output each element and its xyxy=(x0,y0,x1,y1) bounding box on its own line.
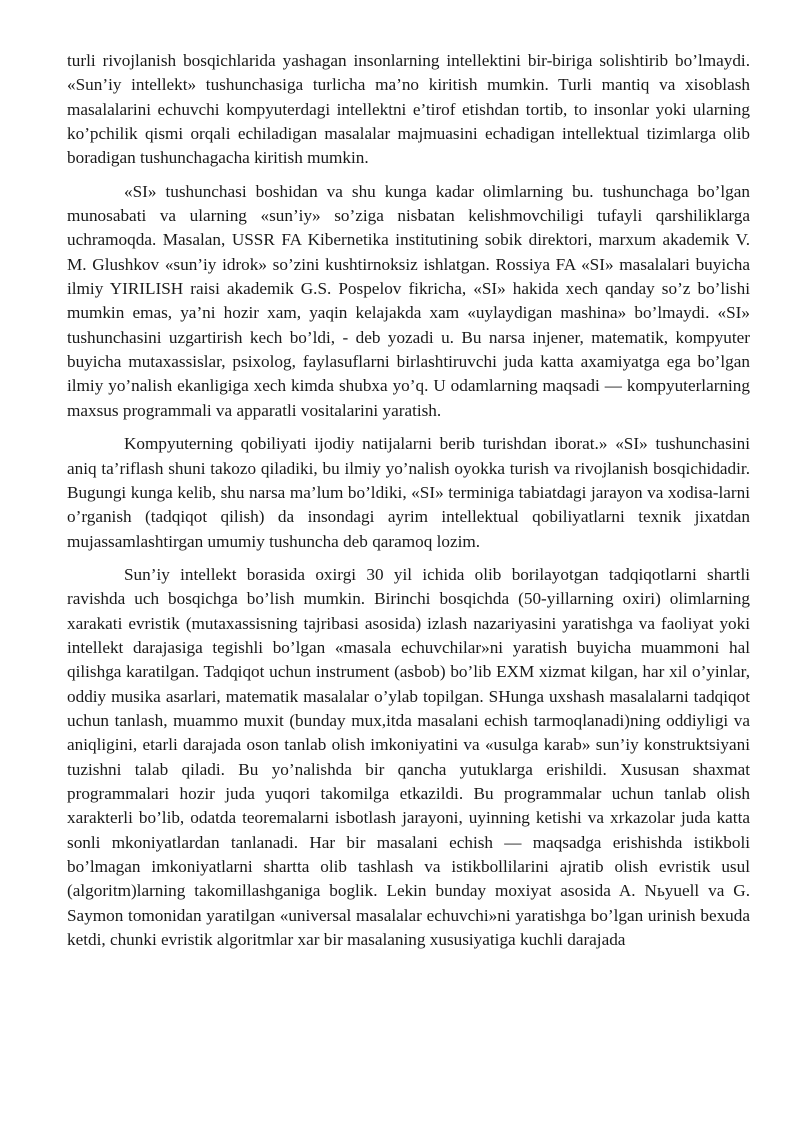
paragraph-2: «SI» tushunchasi boshidan va shu kunga kadar olimlarning bu. tushunchaga bo’lgan munosabati va ularning «sun’iy» so’ziga nisbatan kelishmovchiligi tufayli qarshiliklarga uchramoqda. Masalan, USSR FA Kibernetika institutining sobik direktori, marxum akademik V. M. Glushkov «sun’iy idrok» so’zini kushtirnoksiz ishlatgan. Rossiya FA «SI» masalalari buyicha ilmiy YIRILISH raisi akademik G.S. Pospelov fikricha, «SI» hakida xech qanday so’z bo’lishi mumkin emas, ya’ni hozir xam, yaqin kelajakda xam «uylaydigan mashina» bo’lmaydi. «SI» tushunchasini uzgartirish kech bo’ldi, - deb yozadi u. Bu narsa injener, matematik, kompyuter buyicha mutaxassislar, psixolog, faylasuflarni birlashtiruvchi juda katta axamiyatga ega bo’lgan ilmiy yo’nalish ekanligiga xech kimda shubxa yo’q. U odamlarning maqsadi — kompyuterlarning maxsus programmali va apparatli vositalarini yaratish. xyxy=(67,181,750,420)
paragraph-4: Sun’iy intellekt borasida oxirgi 30 yil ichida olib borilayotgan tadqiqotlarni shartli ravishda uch bosqichga bo’lish mumkin. Birinchi bosqichda (50-yillarning oxiri) olimlarning xarakati evristik (mutaxassisning tajribasi asosida) izlash nazariyasini yaratishga va faoliyat yoki intellekt darajasiga tegishli bo’lgan «masala echuvchilar»ni yaratish buyicha muammoni hal qilishga karatilgan. Tadqiqot uchun instrument (asbob) bo’lib EXM xizmat kilgan, har xil o’yinlar, oddiy musika asarlari, matematik masalalar o’ylab topilgan. SHunga uxshash masalalarni tadqiqot uchun tanlash, muammo muxit (bunday mux,itda masalani echish tarmoqlanadi)ning oddiyligi va aniqligini, etarli darajada oson tanlab olish imkoniyatini va «usulga karab» sun’iy konstruktsiyani tuzishni talab qiladi. Bu yo’nalishda bir qancha yutuklarga erishildi. Xususan shaxmat programmalari hozir juda yuqori takomilga etkazildi. Bu programmalar uchun tanlab olish xarakterli bo’lib, odatda teoremalarni isbotlash jarayoni, uyinning ketishi va xrkazolar juda katta sonli mkoniyatlardan tanlanadi. Har bir masalani echish — maqsadga erishishda istikboli bo’lmagan imkoniyatlarni shartta olib tashlash va istikbollilarini ajratib olish evristik usul (algoritm)larning takomillashganiga boglik. Lekin bunday moxiyat asosida A. Nьyuell va G. Saymon tomonidan yaratilgan «universal masalalar echuvchi»ni yaratishga bo’lgan urinish bexuda ketdi, chunki evristik algoritmlar xar bir masalaning xususiyatiga kuchli darajada xyxy=(67,564,750,950)
document-page xyxy=(67,49,750,961)
paragraph-3: Kompyuterning qobiliyati ijodiy natijalarni berib turishdan iborat.» «SI» tushunchasini aniq ta’riflash shuni takozo qiladiki, bu ilmiy yo’nalish oyokka turish va rivojlanish bosqichidadir. Bugungi kunga kelib, shu narsa ma’lum bo’ldiki, «SI» terminiga tabiatdagi jarayon va xodisa-larni o’rganish (tadqiqot qilish) da insondagi ayrim intellektual qobiliyatlarni texnik jixatdan mujassamlashtirgan umumiy tushuncha deb qaramoq lozim. xyxy=(67,434,750,551)
paragraph-1: turli rivojlanish bosqichlarida yashagan insonlarning intellektini bir-biriga solishtirib bo’lmaydi. «Sun’iy intellekt» tushunchasiga turlicha ma’no kiritish mumkin. Turli mantiq va xisoblash masalalarini echuvchi kompyuterdagi intellektni e’tirof etishdan tortib, to insonlar yoki ularning ko’pchilik qismi orqali echiladigan masalalar majmuasini echadigan intellektual tizimlarga olib boradigan tushunchagacha kiritish mumkin. xyxy=(67,51,750,168)
